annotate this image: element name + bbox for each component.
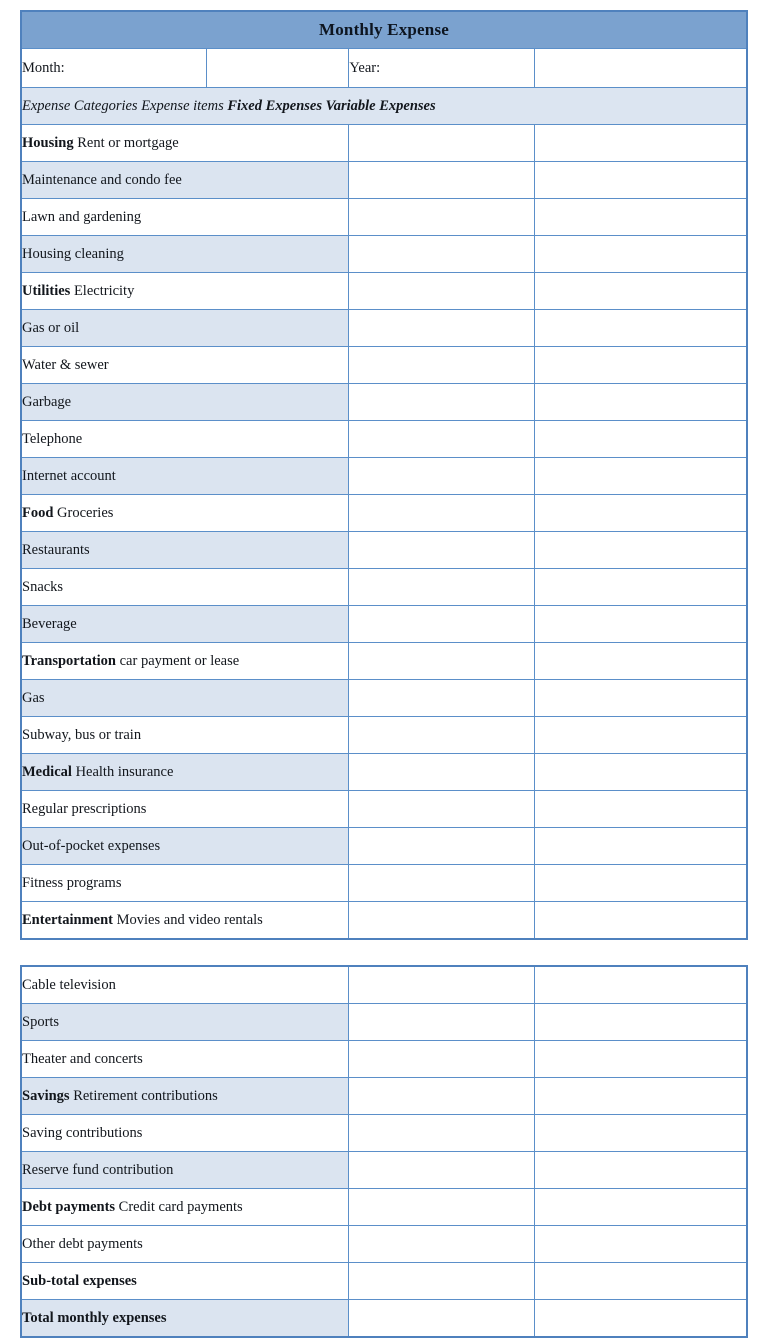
year-label: Year: <box>349 49 534 88</box>
expense-category-name: Transportation <box>22 652 116 669</box>
table-row <box>21 966 747 1004</box>
expense-item-label <box>21 865 349 902</box>
month-value-field[interactable] <box>206 49 348 88</box>
fixed-expense-field[interactable] <box>349 828 534 865</box>
expense-item-name: Cable television <box>22 976 116 993</box>
expense-rows-part-two <box>21 966 747 1337</box>
expense-item-name: Saving contributions <box>22 1124 143 1141</box>
expense-item-label <box>21 828 349 865</box>
expense-item-label <box>21 902 349 940</box>
fixed-expense-field[interactable] <box>349 1004 535 1041</box>
expense-item-name: Gas <box>22 689 45 706</box>
fixed-expense-field[interactable] <box>349 754 534 791</box>
variable-expense-field[interactable] <box>534 754 747 791</box>
category-header-bold: Fixed Expenses Variable Expenses <box>227 97 436 114</box>
variable-expense-field[interactable] <box>534 310 747 347</box>
expense-item-label <box>21 1226 349 1263</box>
table-row <box>21 458 747 495</box>
variable-expense-field[interactable] <box>534 421 747 458</box>
table-row <box>21 791 747 828</box>
table-row <box>21 421 747 458</box>
expense-category-name: Savings <box>22 1087 70 1104</box>
expense-item-name: car payment or lease <box>116 652 240 669</box>
variable-expense-field[interactable] <box>534 1152 747 1189</box>
expense-item-label <box>21 717 349 754</box>
fixed-expense-field[interactable] <box>349 421 534 458</box>
variable-expense-field[interactable] <box>534 384 747 421</box>
fixed-expense-field[interactable] <box>349 384 534 421</box>
expense-item-label <box>21 273 349 310</box>
table-row <box>21 1004 747 1041</box>
fixed-expense-field[interactable] <box>349 1152 535 1189</box>
table-row <box>21 1226 747 1263</box>
table-row <box>21 199 747 236</box>
table-row <box>21 1041 747 1078</box>
fixed-expense-field[interactable] <box>349 236 534 273</box>
variable-expense-field[interactable] <box>534 791 747 828</box>
expense-category-name: Housing <box>22 134 74 151</box>
expense-item-label <box>21 236 349 273</box>
expense-item-name: Water & sewer <box>22 356 109 373</box>
table-row <box>21 1300 747 1338</box>
expense-category-name: Entertainment <box>22 911 114 928</box>
expense-item-label <box>21 458 349 495</box>
expense-item-name: Retirement contributions <box>69 1087 218 1104</box>
expense-item-label <box>21 347 349 384</box>
expense-item-name: Health insurance <box>71 763 174 780</box>
fixed-expense-field[interactable] <box>349 865 534 902</box>
expense-item-name: Maintenance and condo fee <box>22 171 182 188</box>
category-header <box>21 88 747 125</box>
variable-expense-field[interactable] <box>534 1004 747 1041</box>
table-row <box>21 680 747 717</box>
variable-expense-field[interactable] <box>534 236 747 273</box>
variable-expense-field[interactable] <box>534 495 747 532</box>
variable-expense-field[interactable] <box>534 125 747 162</box>
expense-item-label <box>21 606 349 643</box>
expense-category-name: Utilities <box>22 282 71 299</box>
fixed-expense-field[interactable] <box>349 532 534 569</box>
expense-category-name: Sub-total expenses <box>22 1272 137 1289</box>
table-row <box>21 865 747 902</box>
table-row <box>21 1189 747 1226</box>
expense-item-name: Movies and video rentals <box>113 911 263 928</box>
table-row <box>21 162 747 199</box>
fixed-expense-field[interactable] <box>349 125 534 162</box>
expense-item-name: Housing cleaning <box>22 245 124 262</box>
expense-item-name: Rent or mortgage <box>73 134 179 151</box>
expense-item-name: Out-of-pocket expenses <box>22 837 161 854</box>
table-row <box>21 125 747 162</box>
expense-item-label <box>21 125 349 162</box>
expense-item-label <box>21 569 349 606</box>
fixed-expense-field[interactable] <box>349 1115 535 1152</box>
expense-item-name: Subway, bus or train <box>22 726 142 743</box>
expense-item-label <box>21 384 349 421</box>
month-label: Month: <box>21 49 206 88</box>
expense-category-name: Debt payments <box>22 1198 116 1215</box>
fixed-expense-field[interactable] <box>349 310 534 347</box>
category-header-row <box>21 88 747 125</box>
variable-expense-field[interactable] <box>534 1189 747 1226</box>
page-title: Monthly Expense <box>21 11 747 49</box>
expense-item-label <box>21 1300 349 1338</box>
variable-expense-field[interactable] <box>534 1300 747 1338</box>
variable-expense-field[interactable] <box>534 273 747 310</box>
expense-item-label <box>21 680 349 717</box>
variable-expense-field[interactable] <box>534 966 747 1004</box>
expense-category-name: Medical <box>22 763 72 780</box>
fixed-expense-field[interactable] <box>349 1263 535 1300</box>
category-header-plain: Expense Categories Expense items <box>22 97 228 114</box>
fixed-expense-field[interactable] <box>349 717 534 754</box>
fixed-expense-field[interactable] <box>349 680 534 717</box>
table-separator-gap <box>20 940 748 965</box>
expense-item-name: Fitness programs <box>22 874 122 891</box>
fixed-expense-field[interactable] <box>349 966 535 1004</box>
table-row <box>21 310 747 347</box>
expense-item-label <box>21 643 349 680</box>
fixed-expense-field[interactable] <box>349 1189 535 1226</box>
expense-table-part-one <box>20 10 748 940</box>
expense-item-label <box>21 1004 349 1041</box>
table-row <box>21 495 747 532</box>
variable-expense-field[interactable] <box>534 458 747 495</box>
fixed-expense-field[interactable] <box>349 458 534 495</box>
expense-item-label <box>21 532 349 569</box>
variable-expense-field[interactable] <box>534 1115 747 1152</box>
fixed-expense-field[interactable] <box>349 1226 535 1263</box>
expense-item-label <box>21 754 349 791</box>
expense-item-name: Sports <box>22 1013 60 1030</box>
table-row <box>21 273 747 310</box>
table-row <box>21 569 747 606</box>
fixed-expense-field[interactable] <box>349 1041 535 1078</box>
variable-expense-field[interactable] <box>534 1078 747 1115</box>
expense-item-label <box>21 791 349 828</box>
expense-item-name: Telephone <box>22 430 83 447</box>
variable-expense-field[interactable] <box>534 569 747 606</box>
fixed-expense-field[interactable] <box>349 791 534 828</box>
expense-item-label <box>21 421 349 458</box>
expense-item-label <box>21 1263 349 1300</box>
variable-expense-field[interactable] <box>534 1041 747 1078</box>
table-row <box>21 1263 747 1300</box>
title-row <box>21 11 747 49</box>
table-row <box>21 643 747 680</box>
expense-item-name: Theater and concerts <box>22 1050 143 1067</box>
fixed-expense-field[interactable] <box>349 199 534 236</box>
table-row <box>21 828 747 865</box>
fixed-expense-field[interactable] <box>349 1078 535 1115</box>
fixed-expense-field[interactable] <box>349 569 534 606</box>
expense-item-name: Internet account <box>22 467 116 484</box>
variable-expense-field[interactable] <box>534 680 747 717</box>
expense-item-name: Regular prescriptions <box>22 800 147 817</box>
fixed-expense-field[interactable] <box>349 273 534 310</box>
expense-item-label <box>21 1115 349 1152</box>
expense-item-name: Reserve fund contribution <box>22 1161 174 1178</box>
variable-expense-field[interactable] <box>534 162 747 199</box>
table-row <box>21 236 747 273</box>
expense-item-name: Snacks <box>22 578 64 595</box>
expense-item-label <box>21 1041 349 1078</box>
month-year-row <box>21 49 747 88</box>
expense-item-label <box>21 310 349 347</box>
expense-item-name: Beverage <box>22 615 77 632</box>
expense-item-name: Garbage <box>22 393 72 410</box>
variable-expense-field[interactable] <box>534 532 747 569</box>
variable-expense-field[interactable] <box>534 1263 747 1300</box>
variable-expense-field[interactable] <box>534 717 747 754</box>
expense-item-name: Electricity <box>70 282 135 299</box>
expense-item-label <box>21 1152 349 1189</box>
fixed-expense-field[interactable] <box>349 1300 535 1338</box>
expense-item-label <box>21 162 349 199</box>
variable-expense-field[interactable] <box>534 902 747 940</box>
expense-item-name: Groceries <box>53 504 114 521</box>
fixed-expense-field[interactable] <box>349 643 534 680</box>
table-row <box>21 532 747 569</box>
fixed-expense-field[interactable] <box>349 902 534 940</box>
expense-rows-part-one <box>21 125 747 940</box>
expense-table-part-two <box>20 965 748 1338</box>
expense-item-label <box>21 1189 349 1226</box>
table-row <box>21 1115 747 1152</box>
expense-item-label <box>21 966 349 1004</box>
variable-expense-field[interactable] <box>534 1226 747 1263</box>
fixed-expense-field[interactable] <box>349 162 534 199</box>
expense-item-name: Lawn and gardening <box>22 208 142 225</box>
variable-expense-field[interactable] <box>534 643 747 680</box>
expense-item-label <box>21 1078 349 1115</box>
expense-item-name: Credit card payments <box>115 1198 243 1215</box>
table-row <box>21 902 747 940</box>
table-row <box>21 754 747 791</box>
table-row <box>21 384 747 421</box>
expense-category-name: Total monthly expenses <box>22 1309 167 1326</box>
year-value-field[interactable] <box>534 49 747 88</box>
expense-item-label <box>21 495 349 532</box>
table-row <box>21 1152 747 1189</box>
variable-expense-field[interactable] <box>534 865 747 902</box>
table-row <box>21 717 747 754</box>
expense-category-name: Food <box>22 504 54 521</box>
expense-item-label <box>21 199 349 236</box>
fixed-expense-field[interactable] <box>349 495 534 532</box>
variable-expense-field[interactable] <box>534 199 747 236</box>
variable-expense-field[interactable] <box>534 347 747 384</box>
variable-expense-field[interactable] <box>534 828 747 865</box>
fixed-expense-field[interactable] <box>349 606 534 643</box>
expense-item-name: Gas or oil <box>22 319 80 336</box>
expense-item-name: Restaurants <box>22 541 90 558</box>
table-row <box>21 606 747 643</box>
table-row <box>21 1078 747 1115</box>
fixed-expense-field[interactable] <box>349 347 534 384</box>
table-row <box>21 347 747 384</box>
variable-expense-field[interactable] <box>534 606 747 643</box>
expense-item-name: Other debt payments <box>22 1235 143 1252</box>
